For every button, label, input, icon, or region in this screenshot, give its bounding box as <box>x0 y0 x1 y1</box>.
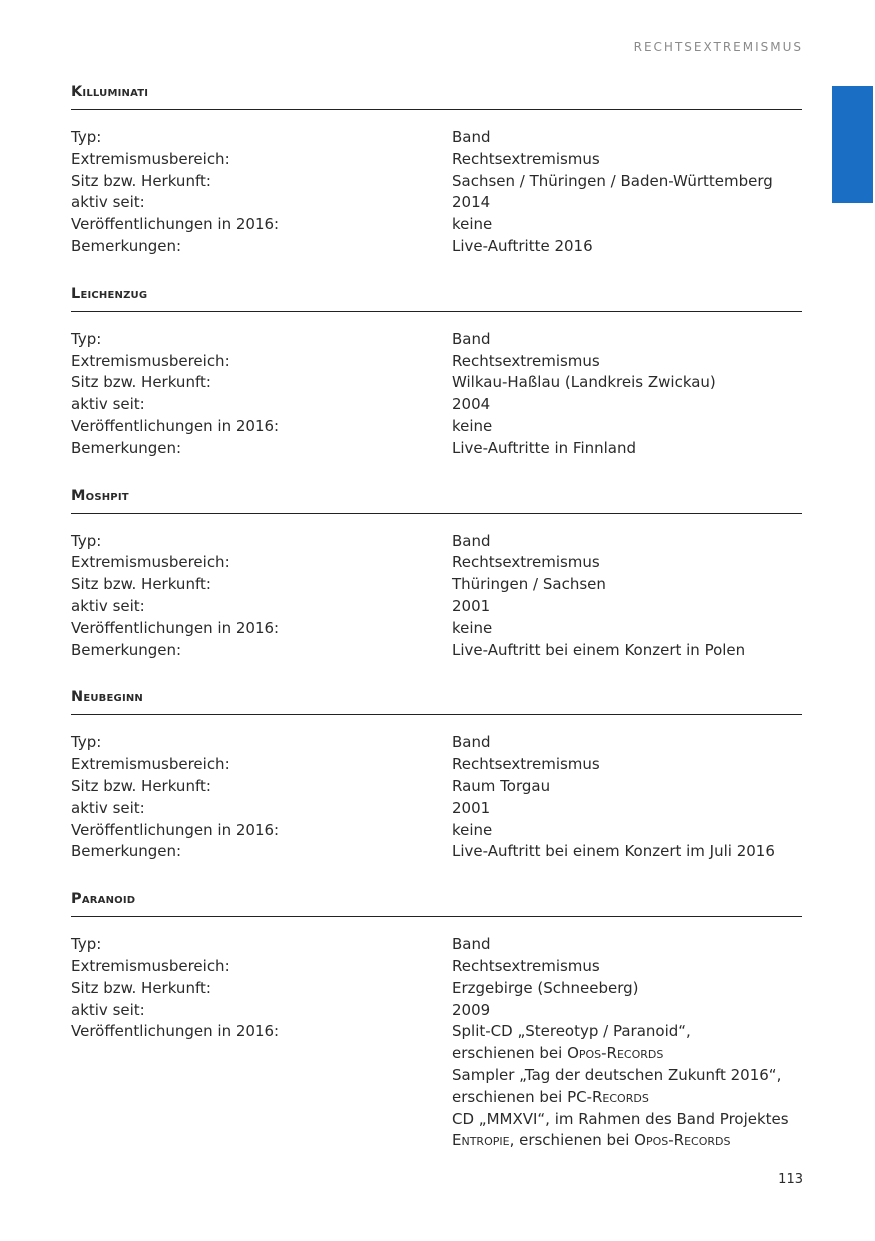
page-number: 113 <box>778 1172 803 1187</box>
field-label: Sitz bzw. Herkunft: <box>71 978 211 997</box>
field-label: Extremismusbereich: <box>71 553 230 572</box>
field-value: keine <box>452 215 493 234</box>
field-label: aktiv seit: <box>71 596 145 615</box>
field-label: Bemerkungen: <box>71 842 182 861</box>
entry-paranoid <box>71 887 802 1152</box>
running-header: RECHTSEXTREMISMUS <box>633 40 803 54</box>
entry-title: Moshpit <box>71 484 802 514</box>
field-label: Veröffentlichungen in 2016: <box>71 416 280 435</box>
publication-text: erschienen bei <box>452 1044 568 1063</box>
field-typ <box>71 934 802 956</box>
field-value: Thüringen / Sachsen <box>452 575 606 594</box>
field-value: Live-Auftritt bei einem Konzert im Juli 2016 <box>452 842 775 861</box>
publication-text: , erschienen bei <box>509 1131 635 1150</box>
field-bereich <box>71 754 802 776</box>
field-label: Typ: <box>71 128 102 146</box>
field-label: aktiv seit: <box>71 193 145 212</box>
field-value: keine <box>452 416 493 435</box>
field-label: Bemerkungen: <box>71 438 182 457</box>
field-value: Wilkau-Haßlau (Landkreis Zwickau) <box>452 373 716 392</box>
field-veroeffentlichungen <box>71 416 802 438</box>
entry-fields <box>71 329 802 460</box>
publication-line <box>452 1130 802 1152</box>
field-sitz <box>71 372 802 394</box>
field-label: Typ: <box>71 935 102 954</box>
field-aktiv <box>71 394 802 416</box>
field-label: Veröffentlichungen in 2016: <box>71 820 280 839</box>
field-label: Extremismusbereich: <box>71 956 230 975</box>
field-bereich <box>71 956 802 978</box>
field-value: Rechtsextremismus <box>452 553 600 572</box>
section-tab-marker <box>832 86 873 203</box>
field-label: Typ: <box>71 329 102 348</box>
field-value: Erzgebirge (Schneeberg) <box>452 978 639 997</box>
entry-title: Killuminati <box>71 80 802 110</box>
field-typ <box>71 329 802 351</box>
field-value: Band <box>452 128 491 146</box>
entry-leichenzug <box>71 282 802 460</box>
field-value: 2001 <box>452 596 491 615</box>
field-label: Veröffentlichungen in 2016: <box>71 618 280 637</box>
field-sitz <box>71 776 802 798</box>
field-value: Live-Auftritte in Finnland <box>452 438 637 457</box>
field-aktiv <box>71 596 802 618</box>
record-label-name: Opos-Records <box>567 1044 664 1063</box>
field-sitz <box>71 978 802 1000</box>
entry-killuminati <box>71 80 802 258</box>
field-value: Band <box>452 329 491 348</box>
field-value: Band <box>452 733 491 752</box>
project-name: Entropie <box>452 1131 510 1150</box>
field-value: keine <box>452 618 493 637</box>
entry-fields <box>71 934 802 1152</box>
field-label: Veröffentlichungen in 2016: <box>71 215 280 234</box>
field-bemerkungen <box>71 236 802 258</box>
field-label: Bemerkungen: <box>71 236 182 255</box>
entry-fields <box>71 732 802 863</box>
field-label: aktiv seit: <box>71 395 145 414</box>
field-value: 2004 <box>452 395 491 414</box>
record-label-name: PC-Records <box>567 1087 649 1106</box>
field-value: Band <box>452 935 491 954</box>
field-sitz <box>71 574 802 596</box>
field-value: Band <box>452 531 491 550</box>
field-value: Rechtsextremismus <box>452 956 600 975</box>
field-sitz <box>71 171 802 193</box>
field-value: Live-Auftritte 2016 <box>452 236 593 255</box>
publication-line: Sampler „Tag der deutschen Zukunft 2016“, <box>452 1065 782 1084</box>
field-aktiv <box>71 798 802 820</box>
field-veroeffentlichungen <box>71 820 802 842</box>
field-label: Bemerkungen: <box>71 640 182 659</box>
field-value: keine <box>452 820 493 839</box>
field-label: Sitz bzw. Herkunft: <box>71 373 211 392</box>
field-value: Live-Auftritt bei einem Konzert in Polen <box>452 640 746 659</box>
field-label: aktiv seit: <box>71 798 145 817</box>
field-veroeffentlichungen <box>71 214 802 236</box>
entry-title: Neubeginn <box>71 685 802 715</box>
field-value: Rechtsextremismus <box>452 149 600 168</box>
entry-neubeginn <box>71 685 802 863</box>
field-label: Typ: <box>71 531 102 550</box>
entry-fields <box>71 531 802 662</box>
field-value: 2001 <box>452 798 491 817</box>
field-label: aktiv seit: <box>71 1000 145 1019</box>
record-label-name: Opos-Records <box>634 1131 731 1150</box>
entry-fields <box>71 127 802 258</box>
publication-text: erschienen bei <box>452 1087 568 1106</box>
field-typ <box>71 531 802 553</box>
field-value: Rechtsextremismus <box>452 755 600 774</box>
field-value <box>452 1021 802 1152</box>
publication-line <box>452 1043 802 1065</box>
field-label: Typ: <box>71 733 102 752</box>
field-aktiv <box>71 1000 802 1022</box>
field-aktiv <box>71 192 802 214</box>
field-bemerkungen <box>71 438 802 460</box>
field-label: Sitz bzw. Herkunft: <box>71 575 211 594</box>
entry-moshpit <box>71 484 802 662</box>
field-bereich <box>71 351 802 373</box>
publication-line: Split-CD „Stereotyp / Paranoid“, <box>452 1022 691 1041</box>
field-label: Extremismusbereich: <box>71 149 230 168</box>
field-value: Sachsen / Thüringen / Baden-Württemberg <box>452 171 773 190</box>
entries-list <box>71 80 802 1176</box>
field-label: Veröffentlichungen in 2016: <box>71 1022 280 1041</box>
field-bemerkungen <box>71 841 802 863</box>
publication-line <box>452 1087 802 1109</box>
field-value: Raum Torgau <box>452 776 551 795</box>
field-typ <box>71 127 802 149</box>
field-typ <box>71 732 802 754</box>
entry-title: Paranoid <box>71 887 802 917</box>
field-bemerkungen <box>71 640 802 662</box>
field-label: Sitz bzw. Herkunft: <box>71 776 211 795</box>
entry-title: Leichenzug <box>71 282 802 312</box>
field-value: Rechtsextremismus <box>452 351 600 370</box>
field-label: Extremismusbereich: <box>71 755 230 774</box>
field-value: 2014 <box>452 193 491 212</box>
field-bereich <box>71 552 802 574</box>
field-veroeffentlichungen <box>71 618 802 640</box>
field-label: Sitz bzw. Herkunft: <box>71 171 211 190</box>
field-label: Extremismusbereich: <box>71 351 230 370</box>
field-bereich <box>71 149 802 171</box>
publication-line: CD „MMXVI“, im Rahmen des Band Projektes <box>452 1109 789 1128</box>
field-veroeffentlichungen <box>71 1021 802 1152</box>
field-value: 2009 <box>452 1000 491 1019</box>
